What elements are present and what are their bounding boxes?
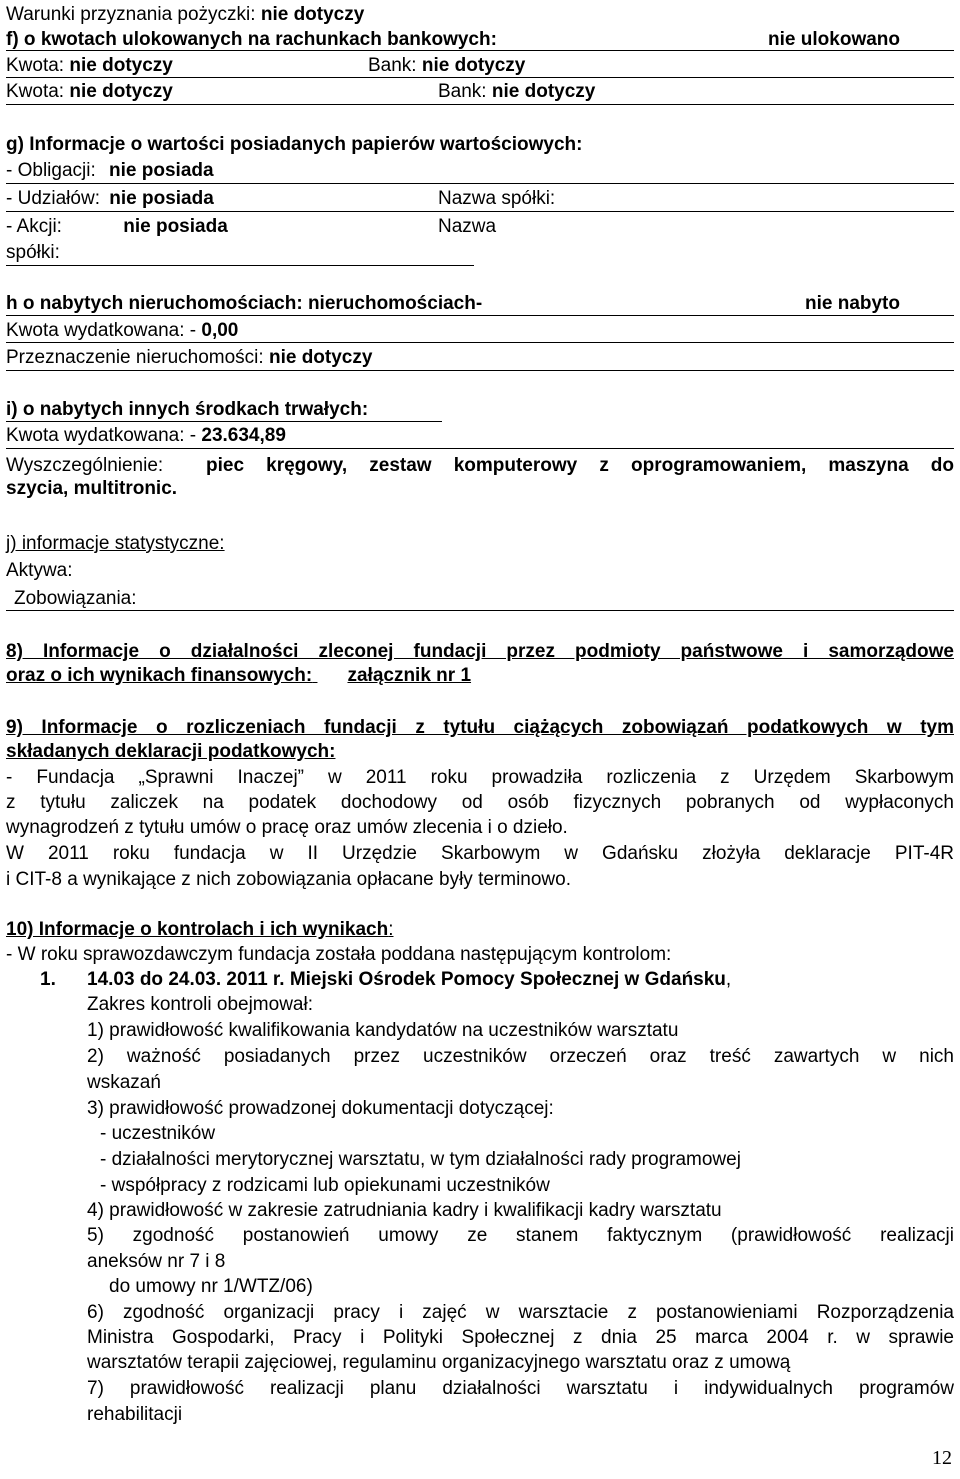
f-row1-bank-label: Bank: <box>368 55 417 76</box>
section-9-p1-line2: z tytułu zaliczek na podatek dochodowy od osób fizycznych pobranych od wypłaconych <box>6 792 954 813</box>
h-kwota <box>6 320 238 342</box>
section-10-heading-colon: : <box>388 919 394 940</box>
zakres-item-6-cont: Ministra Gospodarki, Pracy i Polityki Społecznej z dnia 25 marca 2004 r. w sprawie <box>87 1327 954 1348</box>
f-row2-bank-value: nie dotyczy <box>491 81 596 102</box>
f-row2-kwota <box>6 81 173 103</box>
zakres-item-6-cont2: warsztatów terapii zajęciowej, regulaminu organizacyjnego warsztatu oraz z umową <box>87 1352 791 1373</box>
section-9-heading: 9) Informacje o rozliczeniach fundacji z tytułu ciążących zobowiązań podatkowych w tym <box>6 717 954 738</box>
page-number: 12 <box>932 1447 952 1469</box>
control-item-org-comma: , <box>725 969 732 990</box>
zakres-item-7-cont: rehabilitacji <box>87 1404 183 1425</box>
g-obligacji <box>6 160 214 182</box>
section-f-heading: f) o kwotach ulokowanych na rachunkach bankowych: <box>6 29 497 50</box>
h-przeznaczenie-label: Przeznaczenie nieruchomości: <box>6 347 264 368</box>
g-obligacji-label: - Obligacji: <box>6 160 96 181</box>
section-10-intro: - W roku sprawozdawczym fundacja została poddana następującym kontrolom: <box>6 944 672 965</box>
zakres-item-2-cont: wskazań <box>87 1072 161 1093</box>
warunki-label: Warunki przyznania pożyczki: <box>6 4 256 25</box>
divider <box>6 104 954 105</box>
section-8-line2 <box>6 665 471 687</box>
control-item-dates: 14.03 do 24.03. 2011 r. <box>87 969 285 990</box>
f-row1-kwota-label: Kwota: <box>6 55 65 76</box>
i-kwota-value: 23.634,89 <box>201 425 286 446</box>
j-aktywa: Aktywa: <box>6 560 73 581</box>
section-8-line2-a: oraz o ich wynikach finansowych: <box>6 665 313 686</box>
zakres-item-3b: - działalności merytorycznej warsztatu, w tym działalności rady programowej <box>100 1149 741 1170</box>
zakres-item-2: 2) ważność posiadanych przez uczestników orzeczeń oraz treść zawartych w nich <box>87 1046 954 1067</box>
section-10-heading <box>6 919 394 941</box>
section-8-attachment: załącznik nr 1 <box>347 665 472 686</box>
section-9-heading-cont: składanych deklaracji podatkowych: <box>6 741 336 762</box>
f-row2-bank-label: Bank: <box>438 81 487 102</box>
f-row2-bank <box>438 81 595 103</box>
section-g-heading: g) Informacje o wartości posiadanych papierów wartościowych: <box>6 134 583 155</box>
section-9-p1-line1: - Fundacja „Sprawni Inaczej” w 2011 roku prowadziła rozliczenia z Urzędem Skarbowym <box>6 767 954 788</box>
section-9-p1-line3: wynagrodzeń z tytułu umów o pracę oraz umów zlecenia i o dzieło. <box>6 817 568 838</box>
divider <box>6 342 954 343</box>
control-item <box>87 969 731 991</box>
section-f-heading-value: nie ulokowano <box>768 29 900 50</box>
zakres-item-3: 3) prawidłowość prowadzonej dokumentacji dotyczącej: <box>87 1098 554 1119</box>
h-kwota-value: 0,00 <box>201 320 239 341</box>
g-akcji <box>6 216 228 238</box>
i-wyszczegolnienie-label: Wyszczególnienie: <box>6 455 164 476</box>
zakres-item-3c: - współpracy z rodzicami lub opiekunami uczestników <box>100 1175 550 1196</box>
warunki-line <box>6 4 364 26</box>
divider <box>6 265 474 266</box>
i-kwota-label: Kwota wydatkowana: - <box>6 425 197 446</box>
section-h-heading-value: nie nabyto <box>804 293 900 314</box>
g-udzialow-label: - Udziałów: <box>6 188 100 209</box>
zakres-heading: Zakres kontroli obejmował: <box>87 994 313 1015</box>
i-wyszczegolnienie-value-cont: szycia, multitronic. <box>6 478 178 499</box>
zakres-item-7: 7) prawidłowość realizacji planu działalności warsztatu i indywidualnych programów <box>87 1378 954 1399</box>
f-row1-bank-value: nie dotyczy <box>421 55 526 76</box>
section-h-heading: h o nabytych nieruchomościach: nieruchomościach- <box>6 293 483 314</box>
f-row2-kwota-value: nie dotyczy <box>69 81 173 102</box>
divider <box>6 448 954 449</box>
control-item-org: Miejski Ośrodek Pomocy Społecznej w Gdańsku <box>289 969 726 990</box>
g-akcji-value: nie posiada <box>123 216 228 237</box>
section-9-p2-line1: W 2011 roku fundacja w II Urzędzie Skarbowym w Gdańsku złożyła deklaracje PIT-4R <box>6 843 954 864</box>
j-zobowiazania: Zobowiązania: <box>14 588 137 609</box>
divider <box>6 50 954 51</box>
divider <box>6 610 954 611</box>
f-row1-kwota <box>6 55 173 77</box>
g-udzialow-value: nie posiada <box>109 188 214 209</box>
divider <box>6 183 954 184</box>
control-item-number: 1. <box>40 969 56 990</box>
section-10-heading-text: 10) Informacje o kontrolach i ich wynikach <box>6 919 389 940</box>
zakres-item-5-cont: aneksów nr 7 i 8 <box>87 1251 226 1272</box>
section-8-heading: 8) Informacje o działalności zleconej fundacji przez podmioty państwowe i samorządowe <box>6 641 954 662</box>
h-kwota-label: Kwota wydatkowana: - <box>6 320 197 341</box>
warunki-value: nie dotyczy <box>260 4 365 25</box>
g-akcji-nazwa: Nazwa <box>438 216 497 237</box>
g-obligacji-value: nie posiada <box>109 160 214 181</box>
f-row1-kwota-value: nie dotyczy <box>69 55 173 76</box>
g-akcji-label: - Akcji: <box>6 216 62 237</box>
divider <box>6 370 954 371</box>
divider <box>6 315 954 316</box>
h-przeznaczenie-value: nie dotyczy <box>268 347 373 368</box>
section-9-p2-line2: i CIT-8 a wynikające z nich zobowiązania opłacane były terminowo. <box>6 869 571 890</box>
zakres-item-4: 4) prawidłowość w zakresie zatrudniania kadry i kwalifikacji kadry warsztatu <box>87 1200 722 1221</box>
f-row1-bank <box>368 55 525 77</box>
h-przeznaczenie <box>6 347 372 369</box>
section-i-heading: i) o nabytych innych środkach trwałych: <box>6 399 369 420</box>
divider <box>6 211 954 212</box>
i-kwota <box>6 425 286 447</box>
zakres-item-3a: - uczestników <box>100 1123 216 1144</box>
g-udzialow <box>6 188 214 210</box>
zakres-item-5-cont2: do umowy nr 1/WTZ/06) <box>109 1276 313 1297</box>
zakres-item-6: 6) zgodność organizacji pracy i zajęć w warsztacie z postanowieniami Rozporządzenia <box>87 1302 954 1323</box>
divider <box>6 421 442 422</box>
section-j-heading: j) informacje statystyczne: <box>6 533 225 554</box>
zakres-item-5: 5) zgodność postanowień umowy ze stanem faktycznym (prawidłowość realizacji <box>87 1225 954 1246</box>
divider <box>6 77 954 78</box>
f-row2-kwota-label: Kwota: <box>6 81 65 102</box>
zakres-item-1: 1) prawidłowość kwalifikowania kandydatów na uczestników warsztatu <box>87 1020 679 1041</box>
g-udzialow-nazwa: Nazwa spółki: <box>438 188 556 209</box>
g-spolki: spółki: <box>6 242 60 263</box>
i-wyszczegolnienie-value: piec kręgowy, zestaw komputerowy z oprogramowaniem, maszyna do <box>206 455 954 476</box>
